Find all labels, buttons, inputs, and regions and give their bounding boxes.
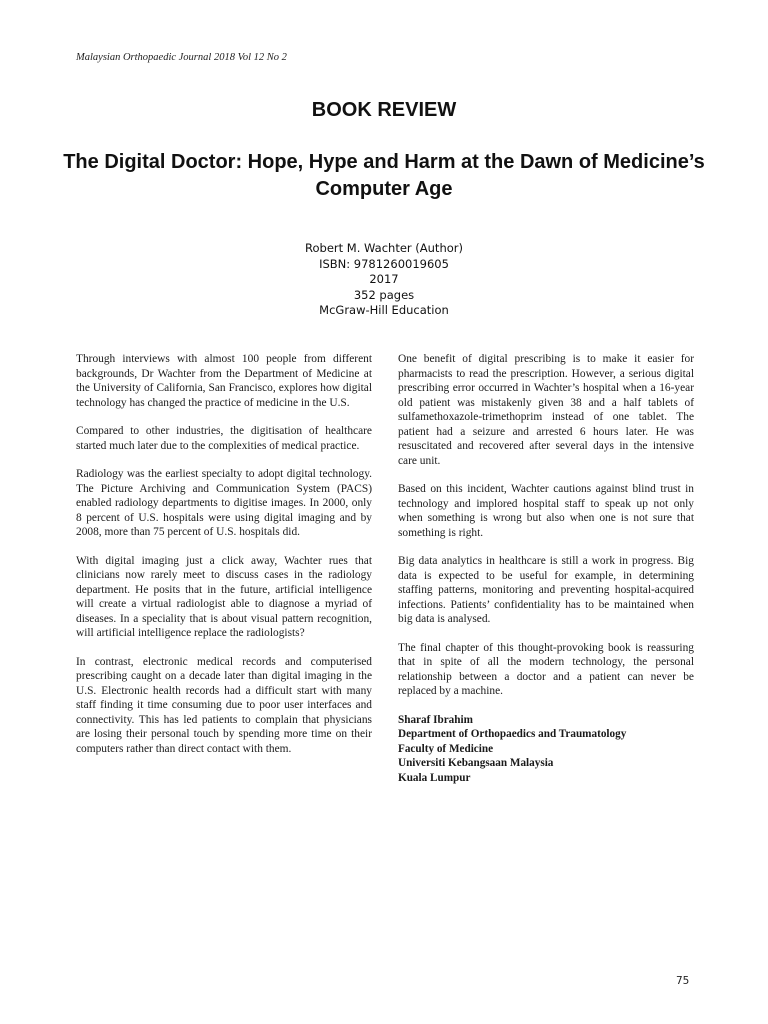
paragraph: In contrast, electronic medical records and computerised prescribing caught on a decade later than digital imaging in the U.S. Electronic health records had a difficult start with many staff finding it time consuming due to poor user interfaces and connectivity. This has led patients to complain that physicians are losing their personal touch by spending more time on their computers rather than direct contact with them. [76,655,372,755]
section-title: BOOK REVIEW [311,99,457,121]
paragraph: One benefit of digital prescribing is to make it easier for pharmacists to read the prescription. However, a serious digital prescribing error occurred in Wachter’s hospital when a 16-year old patient was mistakenly given 38 and a half tablets of sulfamethoxazole-trimethoprim instead of one tablet. The patient had a seizure and arrested 6 hours later. He was resuscitated and recovered after several days in the intensive care unit. [398,353,694,467]
book-publisher: McGraw-Hill Education [319,303,449,317]
paragraph: Radiology was the earliest specialty to adopt digital technology. The Picture Archiving and Communication System (PACS) enabled radiology departments to digitise images. In 2000, only 8 percent of U.S. hospitals were using digital imaging and by 2008, more than 75 percent of U.S. hospitals did. [76,468,372,538]
book-pages: 352 pages [353,287,415,302]
book-author: Robert M. Wachter (Author) [305,241,463,255]
book-isbn: ISBN: 9781260019605 [319,256,449,271]
book-metadata [0,241,768,319]
left-column [76,352,372,770]
page-number: 75 [676,975,690,987]
paragraph: Based on this incident, Wachter cautions against blind trust in technology and implored hospital staff to speak up not only when something is wrong but also when one is not sure that something is right. [398,483,694,539]
reviewer-department: Department of Orthopaedics and Traumatology [398,728,627,740]
book-year: 2017 [369,272,399,286]
reviewer-faculty: Faculty of Medicine [398,742,494,755]
reviewer-city: Kuala Lumpur [398,771,471,784]
paragraph: The final chapter of this thought-provoking book is reassuring that in spite of all the modern technology, the personal relationship between a doctor and a patient can never be replaced by a machine. [398,641,694,697]
right-column [398,352,694,785]
paragraph: Compared to other industries, the digitisation of healthcare started much later due to the complexities of medical practice. [76,425,372,452]
paragraph: With digital imaging just a click away, Wachter rues that clinicians now rarely meet to discuss cases in the radiology department. He posits that in the future, artificial intelligence will create a virtual radiologist able to diagnose a myriad of diseases. In a speciality that is about visual pattern recognition, will artificial intelligence replace the radiologists? [76,554,372,639]
reviewer-name: Sharaf Ibrahim [398,713,473,726]
reviewer-signature [398,713,694,786]
book-title: The Digital Doctor: Hope, Hype and Harm at the Dawn of Medicine’s Computer Age [63,151,705,200]
paragraph: Through interviews with almost 100 people from different backgrounds, Dr Wachter from the Department of Medicine at the University of California, San Francisco, explores how digital technology has changed the practice of medicine in the U.S. [76,353,372,409]
reviewer-university: Universiti Kebangsaan Malaysia [398,757,554,769]
running-head: Malaysian Orthopaedic Journal 2018 Vol 12 No 2 [76,52,287,63]
paragraph: Big data analytics in healthcare is still a work in progress. Big data is expected to be useful for example, in determining staffing patterns, monitoring and preventing hospital-acquired infections. Patients’ confidentiality has to be maintained when big data is analysed. [398,555,694,625]
